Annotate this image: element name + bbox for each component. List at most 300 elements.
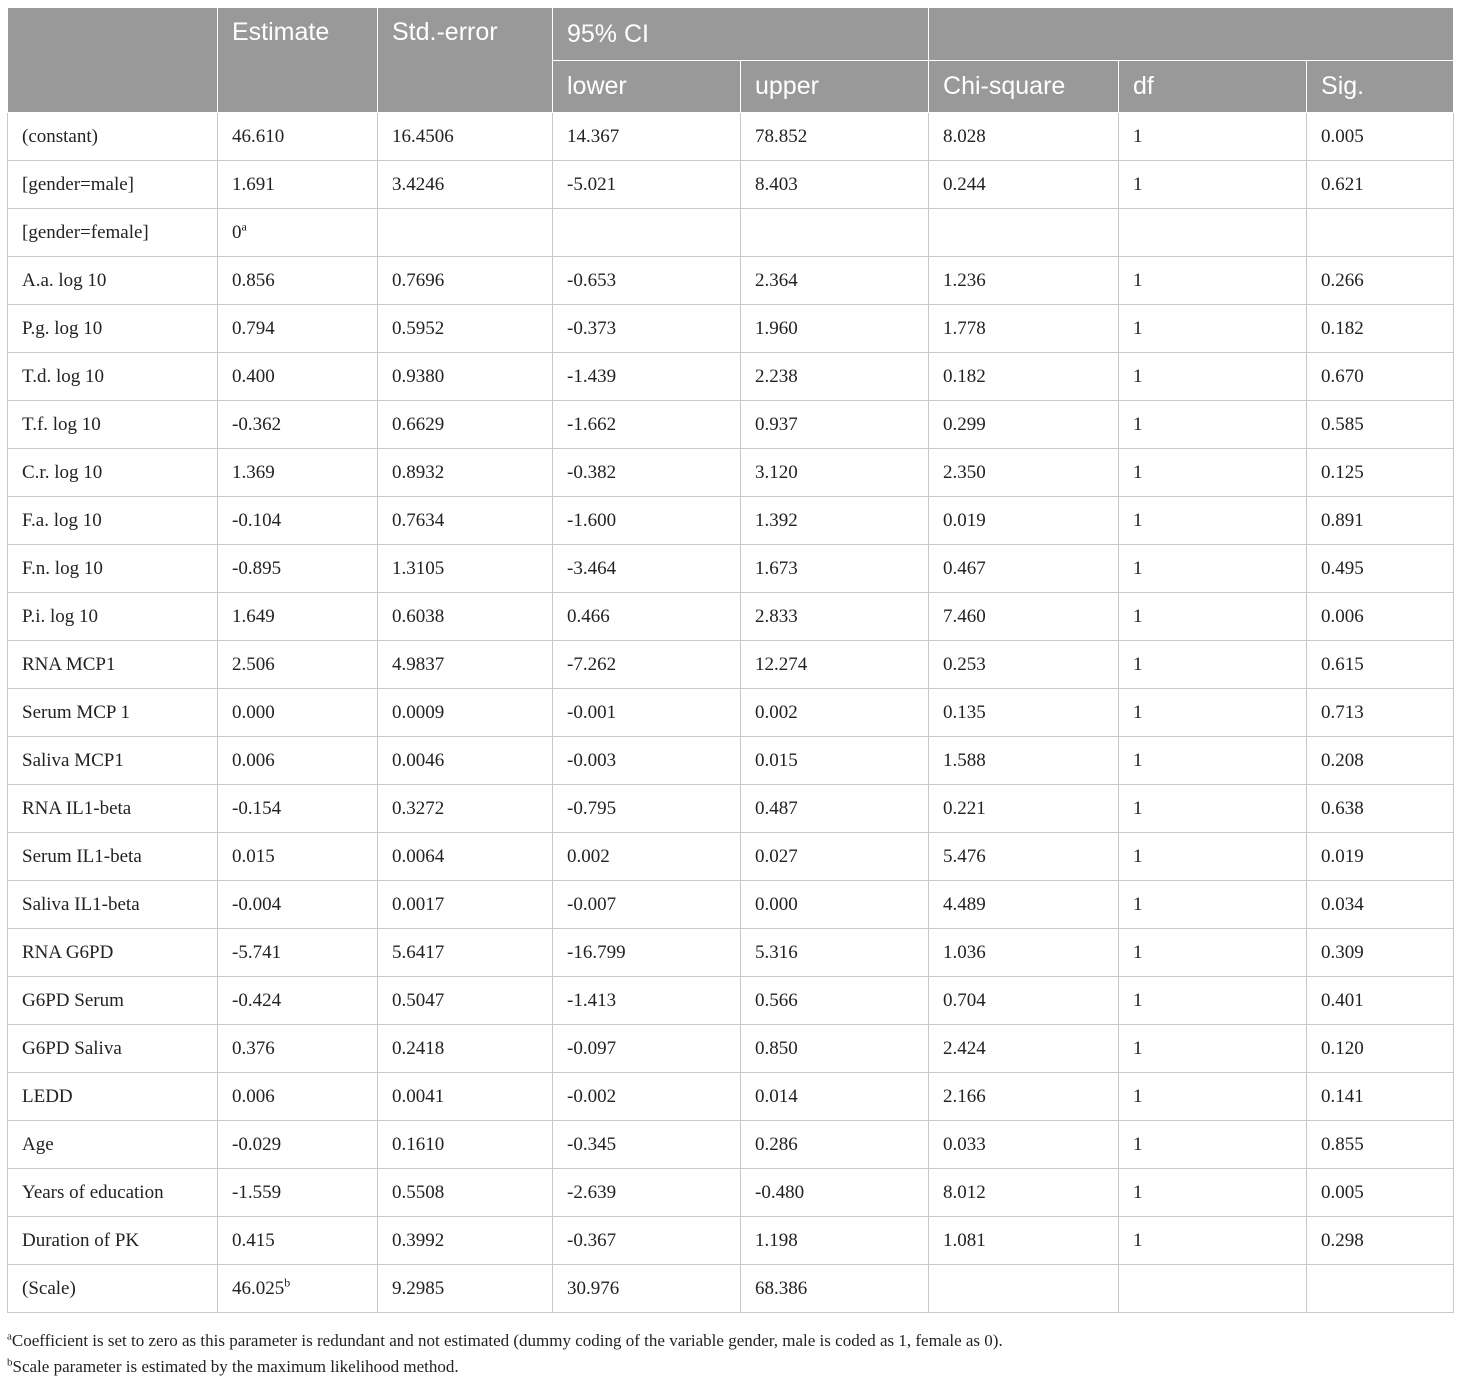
ci-lower-cell <box>553 401 741 449</box>
ci-lower-cell-value: -1.662 <box>567 413 617 435</box>
ci-lower-cell-value: 0.002 <box>567 845 610 867</box>
table-row <box>8 833 1454 881</box>
header-estimate: Estimate <box>218 8 378 113</box>
ci-upper-cell-value: 0.487 <box>755 797 798 819</box>
ci-upper-cell-value: 3.120 <box>755 461 798 483</box>
std-error-cell-value: 0.5952 <box>392 317 445 339</box>
table-row <box>8 641 1454 689</box>
ci-lower-cell-value: 0.466 <box>567 605 610 627</box>
parameter-cell-value: G6PD Saliva <box>22 1037 122 1059</box>
ci-lower-cell-value: -3.464 <box>567 557 617 579</box>
std-error-cell-value: 16.4506 <box>392 125 454 147</box>
ci-lower-cell <box>553 209 741 257</box>
chi-square-cell-value: 0.033 <box>943 1133 986 1155</box>
sig-cell <box>1307 593 1454 641</box>
std-error-cell-value: 4.9837 <box>392 653 445 675</box>
parameter-cell <box>8 1265 218 1313</box>
ci-upper-cell-value: 2.833 <box>755 605 798 627</box>
table-row <box>8 1217 1454 1265</box>
df-cell-value: 1 <box>1133 1229 1143 1251</box>
estimate-cell-value: -0.154 <box>232 797 282 819</box>
df-cell-value: 1 <box>1133 317 1143 339</box>
sig-cell <box>1307 1073 1454 1121</box>
chi-square-cell <box>929 497 1119 545</box>
parameter-cell-value: (constant) <box>22 125 98 147</box>
table-header <box>8 8 1454 113</box>
std-error-cell-value: 0.0009 <box>392 701 445 723</box>
sig-cell-value: 0.019 <box>1321 845 1364 867</box>
footnote-a-mark: a <box>7 1330 12 1343</box>
std-error-cell <box>378 1217 553 1265</box>
sig-cell-value: 0.638 <box>1321 797 1364 819</box>
estimate-cell-value: 2.506 <box>232 653 275 675</box>
sig-cell <box>1307 833 1454 881</box>
header-lower: lower <box>553 61 741 113</box>
parameter-cell-value: F.a. log 10 <box>22 509 102 531</box>
table-row <box>8 1073 1454 1121</box>
parameter-cell-value: A.a. log 10 <box>22 269 107 291</box>
estimate-cell <box>218 497 378 545</box>
ci-lower-cell-value: -0.367 <box>567 1229 617 1251</box>
ci-upper-cell-value: 0.014 <box>755 1085 798 1107</box>
ci-lower-cell-value: -1.439 <box>567 365 617 387</box>
ci-lower-cell <box>553 305 741 353</box>
std-error-cell <box>378 161 553 209</box>
chi-square-cell <box>929 113 1119 161</box>
estimate-cell <box>218 833 378 881</box>
df-cell-value: 1 <box>1133 893 1143 915</box>
ci-upper-cell <box>741 977 929 1025</box>
sig-cell <box>1307 257 1454 305</box>
ci-upper-cell <box>741 1169 929 1217</box>
std-error-cell-value: 0.0064 <box>392 845 445 867</box>
chi-square-cell <box>929 737 1119 785</box>
ci-upper-cell <box>741 593 929 641</box>
parameter-cell <box>8 1121 218 1169</box>
parameter-cell-value: RNA IL1-beta <box>22 797 132 819</box>
table-row <box>8 785 1454 833</box>
parameter-cell <box>8 353 218 401</box>
df-cell <box>1119 449 1307 497</box>
parameter-cell-value: RNA MCP1 <box>22 653 116 675</box>
estimate-cell <box>218 161 378 209</box>
table-row <box>8 449 1454 497</box>
parameter-cell <box>8 401 218 449</box>
std-error-cell-value: 0.3992 <box>392 1229 445 1251</box>
ci-upper-cell <box>741 1025 929 1073</box>
ci-lower-cell-value: 14.367 <box>567 125 620 147</box>
ci-upper-cell <box>741 161 929 209</box>
header-upper: upper <box>741 61 929 113</box>
sig-cell-value: 0.891 <box>1321 509 1364 531</box>
table-row <box>8 1121 1454 1169</box>
df-cell <box>1119 497 1307 545</box>
ci-upper-cell <box>741 1265 929 1313</box>
chi-square-cell <box>929 353 1119 401</box>
std-error-cell <box>378 257 553 305</box>
ci-lower-cell-value: -0.373 <box>567 317 617 339</box>
chi-square-cell-value: 2.166 <box>943 1085 986 1107</box>
ci-upper-cell-value: 0.002 <box>755 701 798 723</box>
df-cell <box>1119 977 1307 1025</box>
parameter-cell <box>8 1217 218 1265</box>
table-row <box>8 305 1454 353</box>
ci-upper-cell-value: 0.566 <box>755 989 798 1011</box>
chi-square-cell <box>929 305 1119 353</box>
chi-square-cell-value: 1.081 <box>943 1229 986 1251</box>
ci-lower-cell-value: -7.262 <box>567 653 617 675</box>
estimate-cell <box>218 1217 378 1265</box>
chi-square-cell <box>929 401 1119 449</box>
sig-cell-value: 0.266 <box>1321 269 1364 291</box>
std-error-cell-value: 0.7696 <box>392 269 445 291</box>
ci-upper-cell-value: 0.286 <box>755 1133 798 1155</box>
estimate-cell <box>218 1265 378 1313</box>
parameter-cell-value: T.d. log 10 <box>22 365 104 387</box>
estimate-cell-value: 1.369 <box>232 461 275 483</box>
df-cell <box>1119 1121 1307 1169</box>
estimate-cell-value: -0.362 <box>232 413 282 435</box>
ci-upper-cell <box>741 113 929 161</box>
std-error-cell <box>378 305 553 353</box>
parameter-cell <box>8 1073 218 1121</box>
df-cell-value: 1 <box>1133 125 1143 147</box>
parameter-cell-value: Serum IL1-beta <box>22 845 142 867</box>
std-error-cell <box>378 641 553 689</box>
ci-lower-cell <box>553 1121 741 1169</box>
ci-lower-cell <box>553 1169 741 1217</box>
footnote-a-text: Coefficient is set to zero as this parameter is redundant and not estimated (dummy coding of the variable gender, male is coded as 1, female as 0). <box>11 1331 1003 1350</box>
std-error-cell-value: 0.0017 <box>392 893 445 915</box>
parameter-cell-value: F.n. log 10 <box>22 557 103 579</box>
chi-square-cell-value: 0.135 <box>943 701 986 723</box>
estimate-cell-value: 0.015 <box>232 845 275 867</box>
std-error-cell <box>378 209 553 257</box>
regression-table <box>7 7 1454 1313</box>
sig-cell-value: 0.120 <box>1321 1037 1364 1059</box>
estimate-cell <box>218 353 378 401</box>
ci-upper-cell-value: 2.364 <box>755 269 798 291</box>
ci-upper-cell <box>741 497 929 545</box>
parameter-cell <box>8 1169 218 1217</box>
df-cell-value: 1 <box>1133 989 1143 1011</box>
df-cell-value: 1 <box>1133 845 1143 867</box>
ci-lower-cell <box>553 497 741 545</box>
estimate-cell <box>218 1121 378 1169</box>
df-cell <box>1119 1025 1307 1073</box>
sig-cell-value: 0.585 <box>1321 413 1364 435</box>
df-cell-value: 1 <box>1133 557 1143 579</box>
ci-lower-cell <box>553 785 741 833</box>
sig-cell <box>1307 785 1454 833</box>
sig-cell-value: 0.125 <box>1321 461 1364 483</box>
parameter-cell <box>8 161 218 209</box>
std-error-cell-value: 1.3105 <box>392 557 445 579</box>
parameter-cell <box>8 593 218 641</box>
parameter-cell <box>8 449 218 497</box>
chi-square-cell-value: 0.253 <box>943 653 986 675</box>
estimate-cell-value: 0.000 <box>232 701 275 723</box>
sig-cell-value: 0.615 <box>1321 653 1364 675</box>
estimate-cell-value: -1.559 <box>232 1181 282 1203</box>
ci-upper-cell <box>741 737 929 785</box>
chi-square-cell-value: 1.778 <box>943 317 986 339</box>
estimate-cell <box>218 1073 378 1121</box>
estimate-cell-value: 0.856 <box>232 269 275 291</box>
ci-upper-cell-value: 0.015 <box>755 749 798 771</box>
std-error-cell-value: 0.7634 <box>392 509 445 531</box>
ci-lower-cell <box>553 641 741 689</box>
parameter-cell <box>8 497 218 545</box>
std-error-cell-value: 5.6417 <box>392 941 445 963</box>
sig-cell <box>1307 1025 1454 1073</box>
table-row <box>8 113 1454 161</box>
sig-cell-value: 0.621 <box>1321 173 1364 195</box>
sig-cell-value: 0.005 <box>1321 125 1364 147</box>
sig-cell <box>1307 1217 1454 1265</box>
ci-lower-cell-value: -16.799 <box>567 941 626 963</box>
std-error-cell-value: 0.6038 <box>392 605 445 627</box>
estimate-cell <box>218 737 378 785</box>
sig-cell <box>1307 353 1454 401</box>
df-cell <box>1119 113 1307 161</box>
sig-cell <box>1307 977 1454 1025</box>
ci-upper-cell <box>741 257 929 305</box>
parameter-cell-value: C.r. log 10 <box>22 461 103 483</box>
ci-lower-cell <box>553 353 741 401</box>
ci-upper-cell-value: -0.480 <box>755 1181 805 1203</box>
ci-lower-cell <box>553 833 741 881</box>
ci-upper-cell <box>741 305 929 353</box>
chi-square-cell <box>929 1217 1119 1265</box>
ci-upper-cell-value: 0.000 <box>755 893 798 915</box>
table-row <box>8 257 1454 305</box>
std-error-cell <box>378 689 553 737</box>
ci-upper-cell <box>741 545 929 593</box>
std-error-cell <box>378 977 553 1025</box>
std-error-cell-value: 9.2985 <box>392 1277 445 1299</box>
ci-upper-cell-value: 0.027 <box>755 845 798 867</box>
chi-square-cell-value: 7.460 <box>943 605 986 627</box>
df-cell-value: 1 <box>1133 605 1143 627</box>
sig-cell-value: 0.670 <box>1321 365 1364 387</box>
table-row <box>8 689 1454 737</box>
parameter-cell-value: [gender=male] <box>22 173 134 195</box>
sig-cell <box>1307 881 1454 929</box>
sig-cell <box>1307 641 1454 689</box>
chi-square-cell <box>929 833 1119 881</box>
chi-square-cell-value: 0.221 <box>943 797 986 819</box>
sig-cell <box>1307 1121 1454 1169</box>
chi-square-cell-value: 0.299 <box>943 413 986 435</box>
sig-cell-value: 0.006 <box>1321 605 1364 627</box>
std-error-cell-value: 0.6629 <box>392 413 445 435</box>
sig-cell-value: 0.855 <box>1321 1133 1364 1155</box>
header-df: df <box>1119 61 1307 113</box>
table-row <box>8 353 1454 401</box>
estimate-cell-value: 0.400 <box>232 365 275 387</box>
chi-square-cell-value: 1.036 <box>943 941 986 963</box>
std-error-cell-value: 0.8932 <box>392 461 445 483</box>
parameter-cell <box>8 929 218 977</box>
table-row <box>8 929 1454 977</box>
footnote-mark: a <box>241 219 247 234</box>
chi-square-cell-value: 2.424 <box>943 1037 986 1059</box>
std-error-cell-value: 0.0046 <box>392 749 445 771</box>
std-error-cell-value: 3.4246 <box>392 173 445 195</box>
df-cell-value: 1 <box>1133 365 1143 387</box>
estimate-cell <box>218 785 378 833</box>
ci-lower-cell <box>553 1217 741 1265</box>
estimate-cell <box>218 689 378 737</box>
ci-upper-cell-value: 0.937 <box>755 413 798 435</box>
table-row <box>8 545 1454 593</box>
df-cell <box>1119 1073 1307 1121</box>
estimate-cell-value: 46.610 <box>232 125 285 147</box>
ci-upper-cell <box>741 353 929 401</box>
chi-square-cell-value: 0.244 <box>943 173 986 195</box>
std-error-cell <box>378 353 553 401</box>
df-cell-value: 1 <box>1133 1085 1143 1107</box>
table-row <box>8 593 1454 641</box>
estimate-cell <box>218 401 378 449</box>
chi-square-cell <box>929 209 1119 257</box>
std-error-cell <box>378 929 553 977</box>
table-row <box>8 1265 1454 1313</box>
df-cell <box>1119 257 1307 305</box>
ci-lower-cell <box>553 1025 741 1073</box>
footnote-a <box>7 1328 1003 1354</box>
ci-lower-cell <box>553 113 741 161</box>
parameter-cell-value: P.g. log 10 <box>22 317 103 339</box>
ci-upper-cell-value: 78.852 <box>755 125 808 147</box>
chi-square-cell <box>929 1025 1119 1073</box>
ci-upper-cell-value: 1.960 <box>755 317 798 339</box>
estimate-cell <box>218 1025 378 1073</box>
parameter-cell-value: P.i. log 10 <box>22 605 99 627</box>
df-cell <box>1119 881 1307 929</box>
sig-cell <box>1307 1265 1454 1313</box>
estimate-cell <box>218 305 378 353</box>
ci-lower-cell-value: -0.795 <box>567 797 617 819</box>
sig-cell-value: 0.208 <box>1321 749 1364 771</box>
df-cell <box>1119 161 1307 209</box>
ci-upper-cell-value: 0.850 <box>755 1037 798 1059</box>
header-chi-square: Chi-square <box>929 61 1119 113</box>
df-cell <box>1119 737 1307 785</box>
df-cell <box>1119 641 1307 689</box>
std-error-cell-value: 0.3272 <box>392 797 445 819</box>
ci-upper-cell <box>741 401 929 449</box>
ci-upper-cell-value: 68.386 <box>755 1277 808 1299</box>
df-cell-value: 1 <box>1133 797 1143 819</box>
table-row <box>8 497 1454 545</box>
df-cell-value: 1 <box>1133 269 1143 291</box>
table-row <box>8 977 1454 1025</box>
std-error-cell-value: 0.9380 <box>392 365 445 387</box>
estimate-cell-value: -5.741 <box>232 941 282 963</box>
std-error-cell <box>378 833 553 881</box>
df-cell <box>1119 305 1307 353</box>
header-95-ci: 95% CI <box>553 8 929 61</box>
table-row <box>8 161 1454 209</box>
table-row <box>8 209 1454 257</box>
parameter-cell <box>8 881 218 929</box>
chi-square-cell <box>929 641 1119 689</box>
sig-cell <box>1307 449 1454 497</box>
chi-square-cell <box>929 1265 1119 1313</box>
ci-upper-cell <box>741 881 929 929</box>
ci-upper-cell <box>741 209 929 257</box>
sig-cell-value: 0.401 <box>1321 989 1364 1011</box>
estimate-cell-value: 0 <box>232 221 242 243</box>
parameter-cell-value: Years of education <box>22 1181 164 1203</box>
parameter-cell-value: (Scale) <box>22 1277 76 1299</box>
ci-upper-cell-value: 8.403 <box>755 173 798 195</box>
std-error-cell <box>378 497 553 545</box>
ci-lower-cell-value: -0.382 <box>567 461 617 483</box>
std-error-cell <box>378 449 553 497</box>
sig-cell <box>1307 161 1454 209</box>
estimate-cell-value: 1.649 <box>232 605 275 627</box>
std-error-cell <box>378 1169 553 1217</box>
df-cell-value: 1 <box>1133 941 1143 963</box>
chi-square-cell <box>929 929 1119 977</box>
df-cell-value: 1 <box>1133 701 1143 723</box>
ci-upper-cell-value: 12.274 <box>755 653 808 675</box>
sig-cell-value: 0.005 <box>1321 1181 1364 1203</box>
estimate-cell-value: 0.006 <box>232 749 275 771</box>
parameter-cell <box>8 689 218 737</box>
chi-square-cell-value: 1.588 <box>943 749 986 771</box>
chi-square-cell-value: 8.012 <box>943 1181 986 1203</box>
sig-cell <box>1307 1169 1454 1217</box>
estimate-cell-value: 1.691 <box>232 173 275 195</box>
estimate-cell <box>218 593 378 641</box>
parameter-cell <box>8 833 218 881</box>
parameter-cell <box>8 209 218 257</box>
header-sig: Sig. <box>1307 61 1454 113</box>
estimate-cell <box>218 641 378 689</box>
std-error-cell <box>378 785 553 833</box>
estimate-cell-value: -0.004 <box>232 893 282 915</box>
chi-square-cell <box>929 545 1119 593</box>
sig-cell <box>1307 737 1454 785</box>
df-cell-value: 1 <box>1133 1037 1143 1059</box>
parameter-cell-value: LEDD <box>22 1085 73 1107</box>
parameter-cell <box>8 305 218 353</box>
ci-lower-cell-value: -0.007 <box>567 893 617 915</box>
parameter-cell-value: RNA G6PD <box>22 941 114 963</box>
df-cell-value: 1 <box>1133 509 1143 531</box>
ci-lower-cell-value: -0.345 <box>567 1133 617 1155</box>
sig-cell <box>1307 545 1454 593</box>
df-cell <box>1119 833 1307 881</box>
estimate-cell <box>218 449 378 497</box>
header-std-error: Std.-error <box>378 8 553 113</box>
footnote-b-mark: b <box>7 1356 13 1369</box>
ci-lower-cell <box>553 1265 741 1313</box>
df-cell-value: 1 <box>1133 413 1143 435</box>
estimate-cell <box>218 977 378 1025</box>
sig-cell-value: 0.182 <box>1321 317 1364 339</box>
ci-lower-cell <box>553 257 741 305</box>
header-test-group <box>929 8 1454 61</box>
table-row <box>8 1169 1454 1217</box>
header-parameter <box>8 8 218 113</box>
estimate-cell-value: 0.415 <box>232 1229 275 1251</box>
parameter-cell <box>8 641 218 689</box>
